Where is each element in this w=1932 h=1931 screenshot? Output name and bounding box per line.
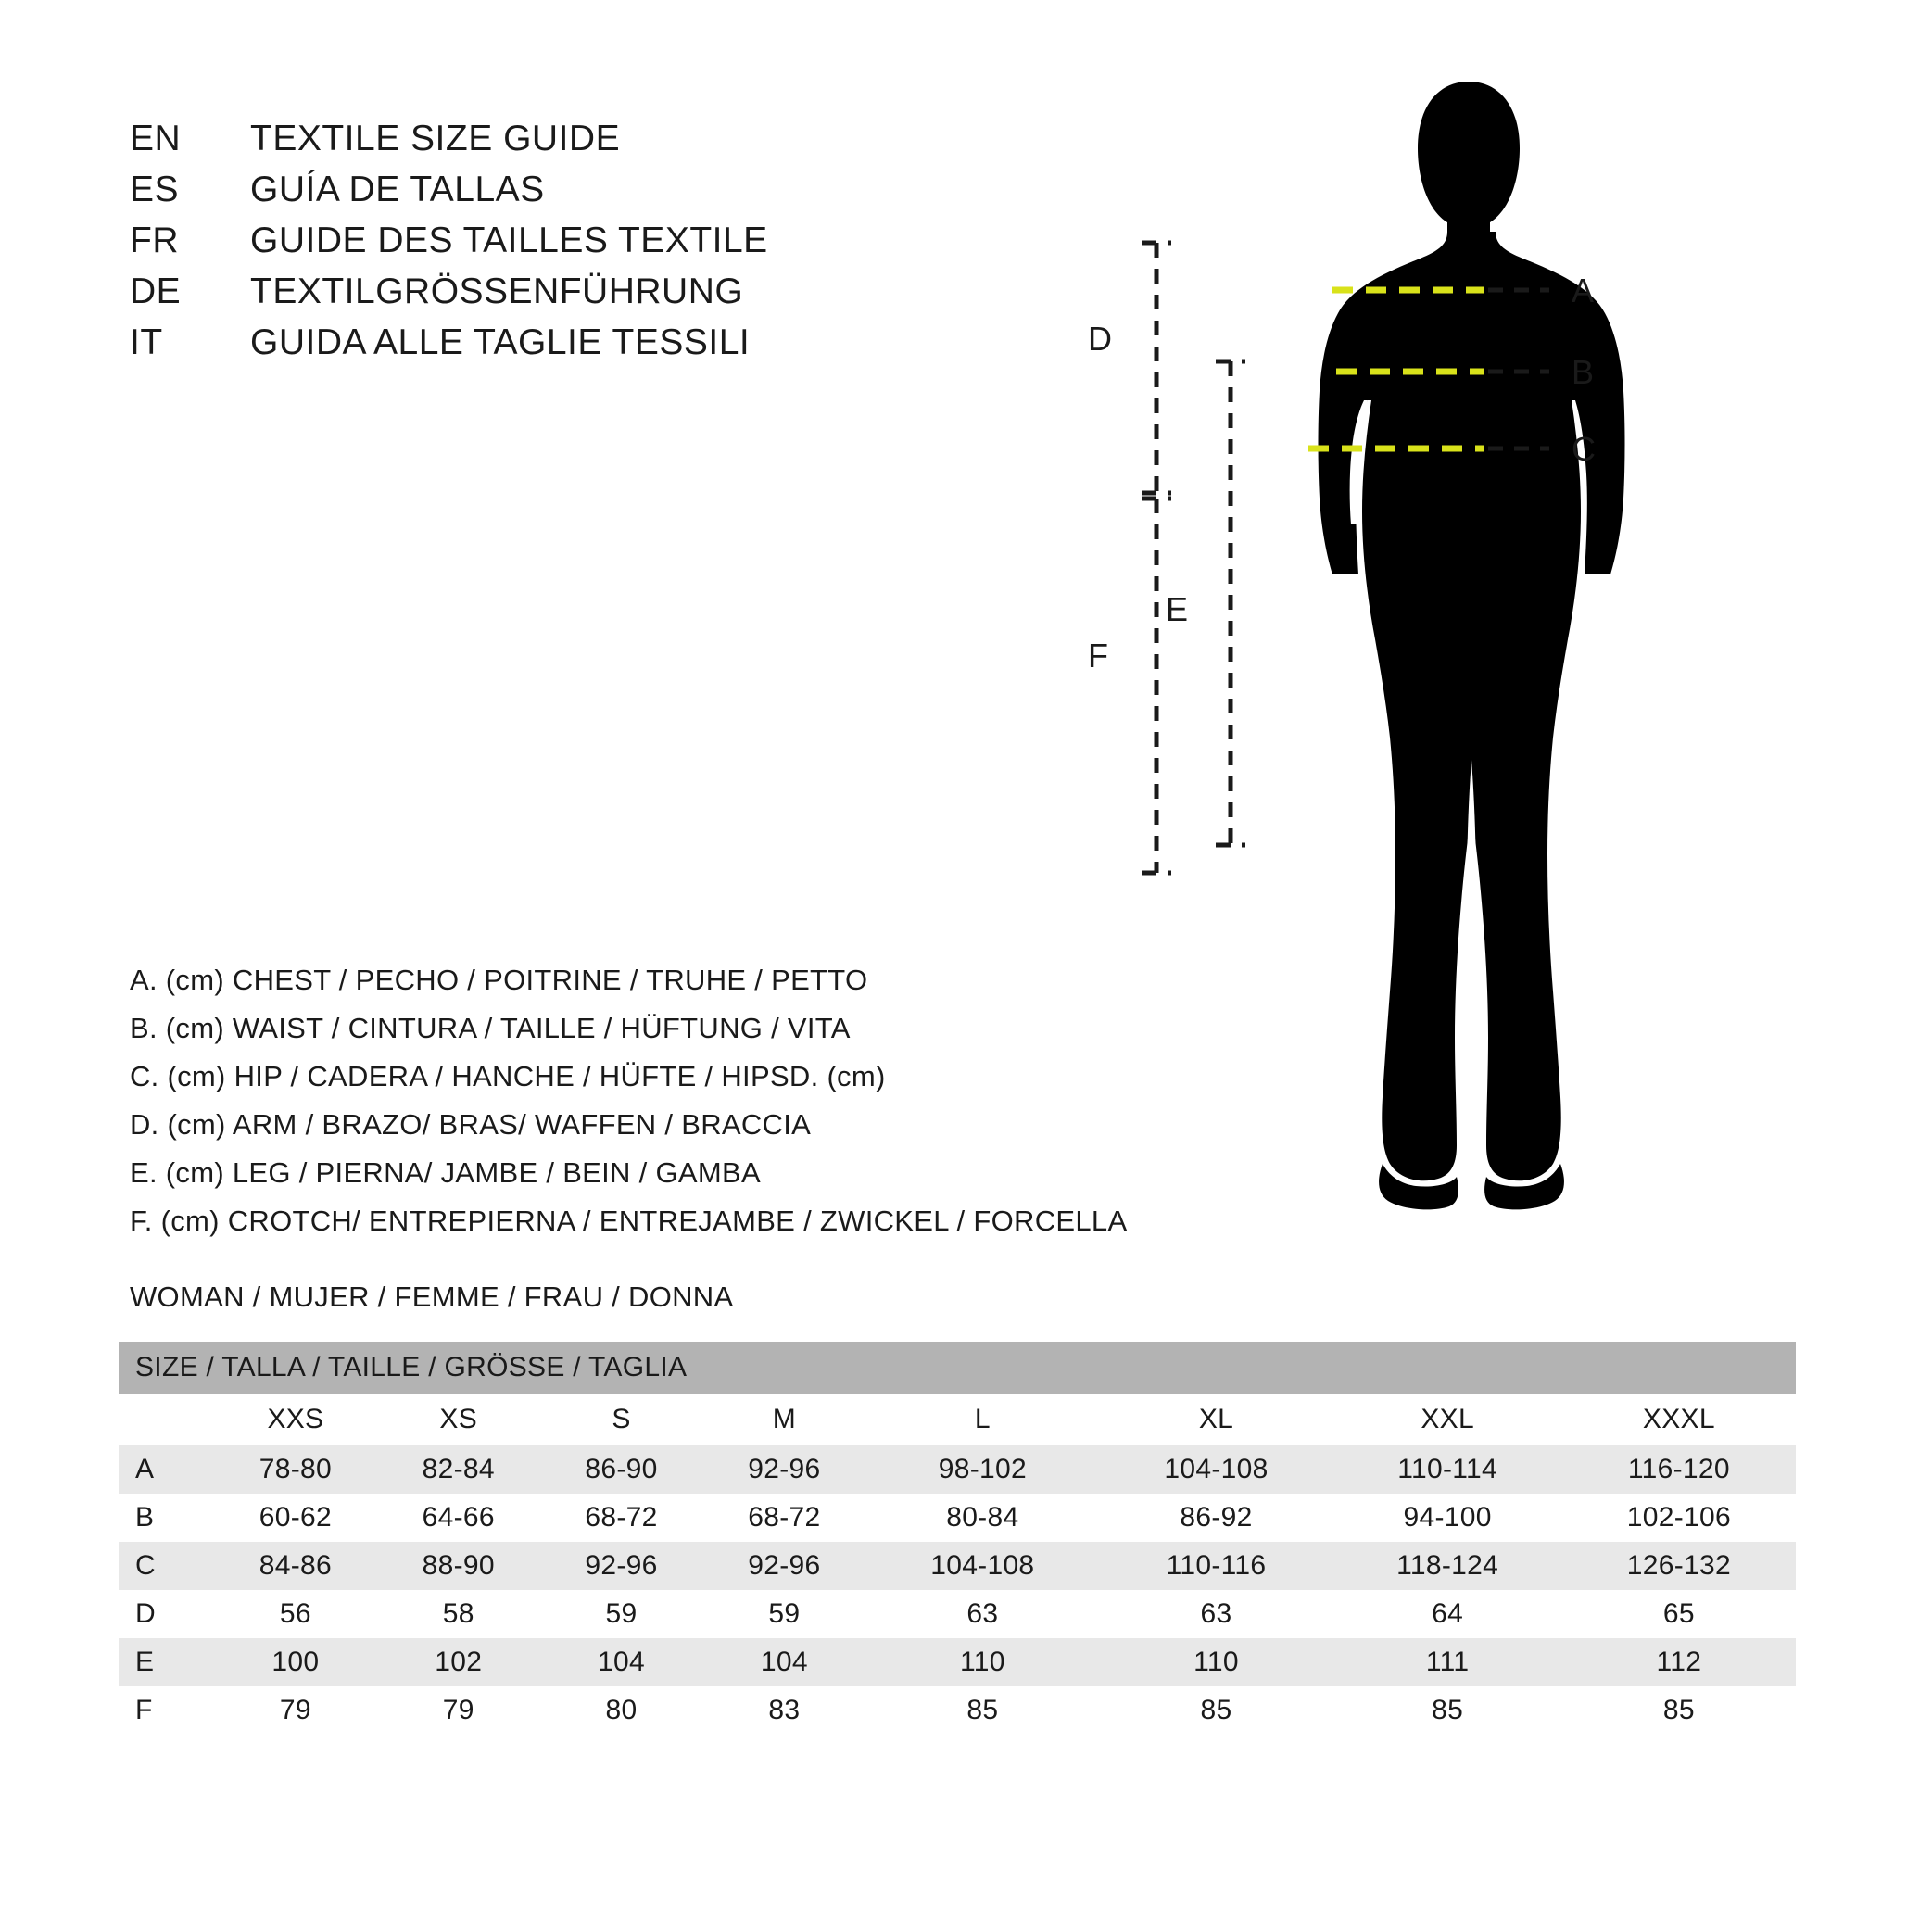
language-code: ES <box>130 170 180 209</box>
table-cell: 59 <box>702 1590 865 1638</box>
table-header-band <box>119 1342 1796 1394</box>
table-cell: 118-124 <box>1333 1542 1562 1590</box>
table-row <box>119 1638 1796 1686</box>
size-table <box>119 1342 1796 1735</box>
table-row <box>119 1494 1796 1542</box>
table-cell: 88-90 <box>377 1542 540 1590</box>
table-cell: 111 <box>1333 1638 1562 1686</box>
row-label: C <box>119 1542 214 1590</box>
table-cell: 116-120 <box>1562 1445 1796 1494</box>
size-header: XS <box>377 1394 540 1445</box>
table-cell: 110 <box>1099 1638 1332 1686</box>
table-cell: 79 <box>377 1686 540 1735</box>
size-header: XXL <box>1333 1394 1562 1445</box>
language-code: IT <box>130 322 163 362</box>
table-cell: 104 <box>702 1638 865 1686</box>
table-cell: 110-116 <box>1099 1542 1332 1590</box>
table-row <box>119 1590 1796 1638</box>
legend-line-e: E. (cm) LEG / PIERNA/ JAMBE / BEIN / GAMBA <box>130 1156 761 1189</box>
size-header: XL <box>1099 1394 1332 1445</box>
callout-label-b: B <box>1572 353 1595 391</box>
table-cell: 58 <box>377 1590 540 1638</box>
dimension-label-e: E <box>1166 590 1189 628</box>
language-title: TEXTILGRÖSSENFÜHRUNG <box>250 271 744 311</box>
table-cell: 85 <box>1099 1686 1332 1735</box>
table-cell: 102-106 <box>1562 1494 1796 1542</box>
table-cell: 110-114 <box>1333 1445 1562 1494</box>
title-row <box>130 119 964 170</box>
table-cell: 112 <box>1562 1638 1796 1686</box>
table-row <box>119 1445 1796 1494</box>
language-title: GUIDE DES TAILLES TEXTILE <box>250 221 768 260</box>
table-cell: 84-86 <box>214 1542 377 1590</box>
table-cell: 64 <box>1333 1590 1562 1638</box>
legend-line-c: C. (cm) HIP / CADERA / HANCHE / HÜFTE / HIPSD. (cm) <box>130 1060 886 1092</box>
language-code: FR <box>130 221 179 260</box>
table-cell: 100 <box>214 1638 377 1686</box>
title-row <box>130 322 964 373</box>
table-cell: 92-96 <box>702 1542 865 1590</box>
table-sizes-row <box>119 1394 1796 1445</box>
table-row <box>119 1542 1796 1590</box>
table-cell: 98-102 <box>865 1445 1099 1494</box>
language-code: DE <box>130 271 182 311</box>
size-header: XXS <box>214 1394 377 1445</box>
title-row <box>130 271 964 322</box>
table-cell: 68-72 <box>540 1494 703 1542</box>
language-title: GUÍA DE TALLAS <box>250 170 545 209</box>
table-cell: 79 <box>214 1686 377 1735</box>
table-cell: 82-84 <box>377 1445 540 1494</box>
dimension-bars <box>1142 243 1245 873</box>
table-cell: 85 <box>865 1686 1099 1735</box>
table-cell: 64-66 <box>377 1494 540 1542</box>
size-header: L <box>865 1394 1099 1445</box>
callout-label-a: A <box>1572 271 1595 309</box>
legend-line-d: D. (cm) ARM / BRAZO/ BRAS/ WAFFEN / BRACCIA <box>130 1108 812 1141</box>
size-header: XXXL <box>1562 1394 1796 1445</box>
table-cell: 92-96 <box>540 1542 703 1590</box>
table-cell: 85 <box>1333 1686 1562 1735</box>
language-title: GUIDA ALLE TAGLIE TESSILI <box>250 322 751 362</box>
table-cell: 104 <box>540 1638 703 1686</box>
size-header: M <box>702 1394 865 1445</box>
table-cell: 86-90 <box>540 1445 703 1494</box>
table-cell: 94-100 <box>1333 1494 1562 1542</box>
table-cell: 80-84 <box>865 1494 1099 1542</box>
table-cell: 83 <box>702 1686 865 1735</box>
row-label: F <box>119 1686 214 1735</box>
legend-line-a: A. (cm) CHEST / PECHO / POITRINE / TRUHE / PETTO <box>130 964 868 996</box>
size-header: S <box>540 1394 703 1445</box>
table-cell: 92-96 <box>702 1445 865 1494</box>
female-silhouette <box>1319 82 1625 1209</box>
table-cell: 110 <box>865 1638 1099 1686</box>
dimension-label-f: F <box>1088 637 1108 675</box>
row-label: A <box>119 1445 214 1494</box>
table-cell: 59 <box>540 1590 703 1638</box>
row-label: E <box>119 1638 214 1686</box>
row-label: D <box>119 1590 214 1638</box>
table-cell: 68-72 <box>702 1494 865 1542</box>
language-title-block <box>130 119 964 373</box>
table-cell: 86-92 <box>1099 1494 1332 1542</box>
table-cell: 63 <box>1099 1590 1332 1638</box>
table-cell: 60-62 <box>214 1494 377 1542</box>
dimension-label-d: D <box>1088 320 1112 358</box>
table-cell: 78-80 <box>214 1445 377 1494</box>
sizes-row-corner <box>119 1394 214 1445</box>
measurement-legend <box>130 956 1186 1245</box>
callout-label-c: C <box>1572 430 1596 468</box>
table-row <box>119 1686 1796 1735</box>
table-cell: 104-108 <box>865 1542 1099 1590</box>
table-cell: 102 <box>377 1638 540 1686</box>
table-header-label: SIZE / TALLA / TAILLE / GRÖSSE / TAGLIA <box>119 1342 1796 1394</box>
language-code: EN <box>130 119 182 158</box>
title-row <box>130 170 964 221</box>
table-cell: 65 <box>1562 1590 1796 1638</box>
legend-line-b: B. (cm) WAIST / CINTURA / TAILLE / HÜFTUNG / VITA <box>130 1012 851 1044</box>
legend-line-f: F. (cm) CROTCH/ ENTREPIERNA / ENTREJAMBE / ZWICKEL / FORCELLA <box>130 1205 1128 1237</box>
language-title: TEXTILE SIZE GUIDE <box>250 119 621 158</box>
group-caption: WOMAN / MUJER / FEMME / FRAU / DONNA <box>130 1281 734 1313</box>
table-cell: 56 <box>214 1590 377 1638</box>
row-label: B <box>119 1494 214 1542</box>
title-row <box>130 221 964 271</box>
table-cell: 85 <box>1562 1686 1796 1735</box>
table-cell: 63 <box>865 1590 1099 1638</box>
table-cell: 80 <box>540 1686 703 1735</box>
table-cell: 104-108 <box>1099 1445 1332 1494</box>
measurement-figure <box>1066 56 1918 1279</box>
table-cell: 126-132 <box>1562 1542 1796 1590</box>
